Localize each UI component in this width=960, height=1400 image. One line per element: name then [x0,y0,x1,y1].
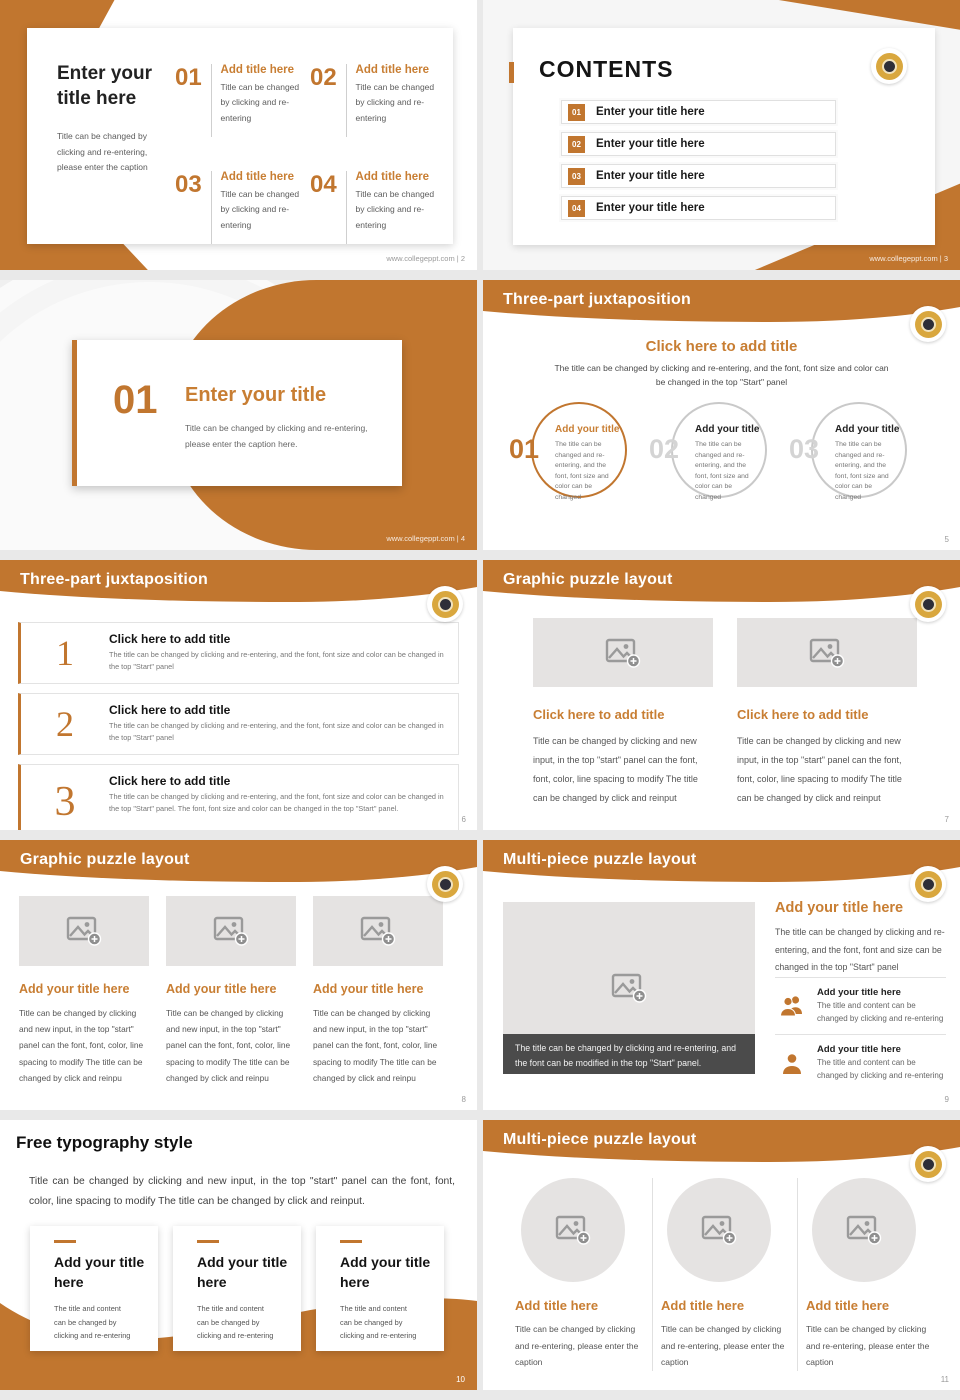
content-subtitle: The title can be changed by clicking and re-entering, and the font, font size and color can be changed in the top "Start" panel [554,363,889,387]
contents-row [561,164,836,188]
slide-3-section[interactable] [0,280,477,550]
college-logo [427,866,463,902]
card-body: The title and content can be changed by clicking and re-entering [197,1304,274,1340]
item-body: Title can be changed by clicking and re-entering [355,82,435,123]
item-number: 04 [310,171,337,198]
intro-paragraph: Title can be changed by clicking and new input, in the top "start" panel can the font, font, color, line spacing to modify The title can be changed by click and reinput. [29,1176,455,1207]
slide-9-free-typography[interactable] [0,1120,477,1390]
add-image-icon [66,916,102,946]
add-image-icon [605,638,641,668]
row-title: Click here to add title [109,773,231,788]
feature-row [775,1034,946,1092]
slide-footer: www.collegeppt.com | 4 [386,534,465,543]
image-text-column [737,618,917,808]
image-text-column [19,896,149,1086]
page-number: 11 [940,1375,949,1384]
college-logo [910,866,946,902]
item-title: Add title here [355,171,430,183]
page-number: 10 [456,1375,465,1384]
section-caption: Title can be changed by clicking and re-entering, please enter the caption here. [185,423,368,450]
circle-item [789,402,907,501]
image-text-column [313,896,443,1086]
card-title: Add your title here [340,1254,431,1290]
circle-number: 03 [789,434,820,464]
feature-title: Add your title here [817,986,901,998]
image-placeholder[interactable] [521,1178,625,1282]
item-number: 01 [175,64,202,91]
accent-dash [340,1240,362,1243]
column-body: Title can be changed by clicking and new input, in the top "start" panel can the font, font, color, line spacing to modify The title can be changed by click and reinput [533,736,698,803]
feature-row [775,977,946,1035]
page-number: 5 [944,535,949,544]
page-number: 7 [944,815,949,824]
item-title: Add title here [355,64,430,76]
content-title: Add your title here [775,900,904,916]
image-placeholder[interactable] [667,1178,771,1282]
page-number: 9 [944,1095,949,1104]
college-logo [871,48,907,84]
row-body: The title can be changed by clicking and re-entering, and the font, font size and color can be changed in the top "Start" panel [109,650,444,672]
agenda-item [310,64,435,137]
agenda-item [175,171,300,244]
item-body: Title can be changed by clicking and re-entering [220,189,300,230]
image-placeholder[interactable] [533,618,713,687]
person-icon [779,1052,805,1076]
row-number: 04 [568,200,585,217]
card-body: The title and content can be changed by clicking and re-entering [340,1304,417,1340]
row-label: Enter your title here [596,170,705,182]
item-title: Add title here [220,64,295,76]
agenda-card [27,28,453,244]
column-body: Title can be changed by clicking and new input, in the top "start" panel can the font, font, color, line spacing to modify The title can be changed by click and reinput [737,736,902,803]
row-number: 03 [568,168,585,185]
accent-dash [54,1240,76,1243]
circle-body: The title can be changed and re-entering, and the font, font size and color can be changed [695,441,749,501]
image-placeholder[interactable] [166,896,296,966]
page-number: 8 [461,1095,466,1104]
circle-item [649,402,767,501]
item-number: 03 [175,171,202,198]
row-number: 01 [568,104,585,121]
slide-footer: www.collegeppt.com | 2 [386,254,465,263]
card-title: Add your title here [197,1254,288,1290]
column-title: Add title here [515,1298,599,1313]
agenda-item [175,64,300,137]
row-number: 1 [56,632,74,673]
college-logo [910,1146,946,1182]
slide-footer: www.collegeppt.com | 3 [869,254,948,263]
row-body: The title can be changed by clicking and re-entering, and the font, font size and color can be changed in the top "Start" panel [109,720,444,743]
circle-title: Add your title [555,424,620,435]
column-title: Add title here [806,1298,890,1313]
slide-header: Graphic puzzle layout [20,851,190,868]
column-body: Title can be changed by clicking and new input, in the top "start" panel can the font, font, color, line spacing to modify The title can be changed by click and reinpu [19,1008,144,1083]
contents-row [561,132,836,156]
slide-header: Three-part juxtaposition [503,291,691,308]
column-body: Title can be changed by clicking and new input, in the top "start" panel can the font, font, color, line spacing to modify The title can be changed by click and reinpu [166,1008,291,1083]
page-number: 6 [461,815,466,824]
feature-body: The title and content can be changed by clicking and re-entering [817,1000,944,1023]
circle-number: 02 [649,434,680,464]
add-image-icon [701,1215,737,1245]
slide-header: Free typography style [16,1133,193,1152]
slide-header: Multi-piece puzzle layout [503,1131,697,1148]
slide-7-graphic-puzzle[interactable] [0,840,477,1110]
add-image-icon [809,638,845,668]
add-image-icon [360,916,396,946]
people-icon [779,994,805,1018]
row-title: Click here to add title [109,632,231,646]
circle-body: The title can be changed and re-entering, and the font, font size and color can be changed [835,441,889,501]
section-number: 01 [113,378,158,422]
circle-number: 01 [509,434,540,464]
item-body: Title can be changed by clicking and re-entering [220,82,300,123]
item-title: Add title here [220,171,295,183]
numbered-row [18,622,459,684]
item-number: 02 [310,64,337,91]
feature-body: The title and content can be changed by clicking and re-entering [817,1058,944,1081]
slide-2-contents[interactable] [483,0,960,270]
contents-title: CONTENTS [539,56,674,82]
image-text-column [166,896,296,1086]
column-title: Click here to add title [737,707,869,722]
college-logo [910,586,946,622]
divider [211,64,212,137]
slide-6-graphic-puzzle[interactable] [483,560,960,830]
row-label: Enter your title here [596,106,705,118]
contents-row [561,196,836,220]
content-title: Click here to add title [645,338,798,355]
image-placeholder[interactable] [313,896,443,966]
column-body: Title can be changed by clicking and re-entering, please enter the caption [661,1324,785,1368]
slide-header: Graphic puzzle layout [503,571,673,588]
image-text-column [797,1178,942,1371]
image-text-column [652,1178,797,1371]
image-placeholder[interactable] [812,1178,916,1282]
card-title: Add your title here [54,1254,145,1290]
accent-dash [197,1240,219,1243]
column-title: Add title here [661,1298,745,1313]
agenda-item [310,171,435,244]
column-title: Add your title here [19,982,130,996]
text-card [30,1226,158,1351]
column-title: Add your title here [313,982,424,996]
item-body: Title can be changed by clicking and re-entering [355,189,435,230]
divider [346,64,347,137]
contents-row [561,100,836,124]
image-placeholder[interactable] [737,618,917,687]
slide-caption: Title can be changed by clicking and re-entering, please enter the caption [57,131,148,172]
image-caption-bar: The title can be changed by clicking and re-entering, and the font can be modified in the top "Start" panel. [503,1034,755,1074]
feature-title: Add your title here [817,1044,901,1056]
slide-10-multi-piece[interactable] [483,1120,960,1390]
college-logo [910,306,946,342]
card-body: The title and content can be changed by clicking and re-entering [54,1304,131,1340]
row-label: Enter your title here [596,138,705,150]
slide-header: Three-part juxtaposition [20,571,208,588]
row-number: 02 [568,136,585,153]
slide-4-three-circles[interactable] [483,280,960,550]
row-number: 2 [56,703,74,744]
column-title: Add your title here [166,982,277,996]
divider [346,171,347,244]
section-card [72,340,402,486]
slide-1-agenda[interactable] [0,0,477,270]
row-title: Click here to add title [109,702,231,717]
accent-bar [509,62,514,83]
slide-5-three-rows[interactable] [0,560,477,830]
add-image-icon [611,973,647,1003]
section-title: Enter your title [185,384,327,406]
column-body: Title can be changed by clicking and re-entering, please enter the caption [515,1324,639,1368]
image-placeholder[interactable] [503,902,755,1074]
row-number: 3 [54,778,76,825]
slide-8-multi-piece[interactable] [483,840,960,1110]
image-text-column [507,1178,652,1371]
text-card [316,1226,444,1351]
content-body: The title can be changed by clicking and re-entering, and the font, font and size can be changed in the top "Start" panel [775,927,945,973]
image-placeholder[interactable] [19,896,149,966]
text-card [173,1226,301,1351]
college-logo [427,586,463,622]
divider [211,171,212,244]
circle-title: Add your title [835,424,900,435]
slide-header: Multi-piece puzzle layout [503,851,697,868]
numbered-row [18,764,459,830]
image-text-column [533,618,713,808]
row-label: Enter your title here [596,202,705,214]
column-body: Title can be changed by clicking and new input, in the top "start" panel can the font, font, color, line spacing to modify The title can be changed by click and reinpu [313,1008,438,1083]
add-image-icon [846,1215,882,1245]
column-title: Click here to add title [533,707,665,722]
slide-title: Enter your title here [57,63,153,109]
circle-item [509,402,627,501]
contents-card [513,28,935,245]
add-image-icon [555,1215,591,1245]
circle-title: Add your title [695,424,760,435]
numbered-row [18,693,459,755]
row-body: The title can be changed by clicking and re-entering, and the font, font size and color can be changed in the top "Start" panel. The font, font size and color can be changed in the top "Start" panel. [109,791,444,813]
circle-body: The title can be changed and re-entering, and the font, font size and color can be changed [555,441,609,501]
column-body: Title can be changed by clicking and re-entering, please enter the caption [806,1324,930,1368]
add-image-icon [213,916,249,946]
